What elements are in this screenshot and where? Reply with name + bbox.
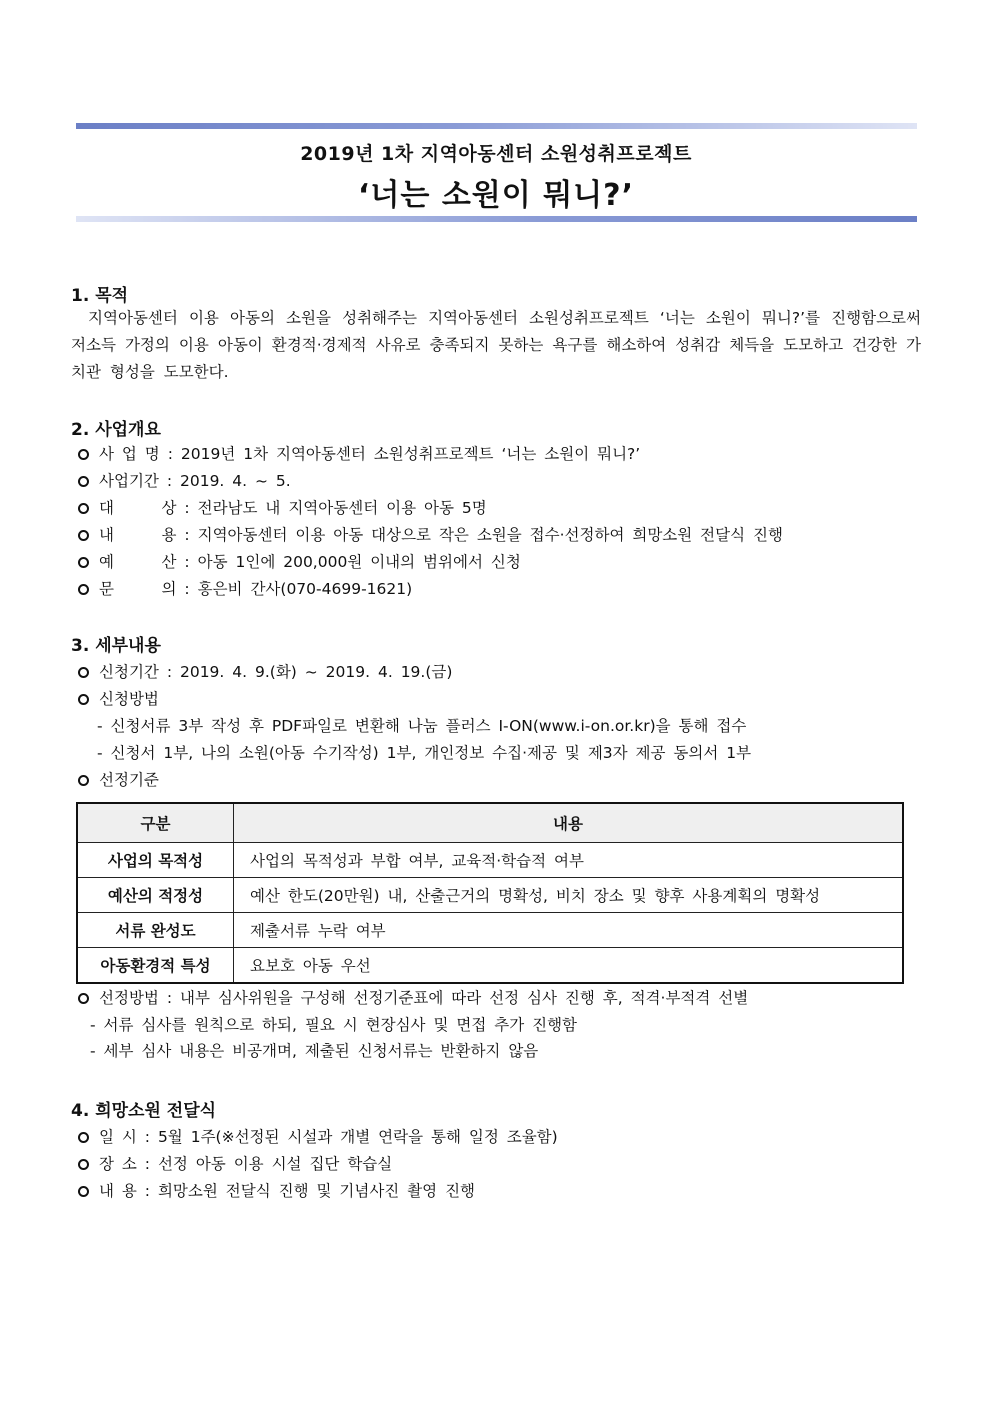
table-header-content: 내용: [234, 803, 904, 843]
ceremony-item: 장 소 : 선정 아동 이용 시설 집단 학습실: [78, 1154, 392, 1174]
table-cell-content: 요보호 아동 우선: [234, 948, 904, 984]
table-row: [77, 948, 903, 984]
ceremony-item: 내 용 : 희망소원 전달식 진행 및 기념사진 촬영 진행: [78, 1181, 475, 1201]
table-row: [77, 843, 903, 878]
overview-item: 문 의 : 홍은비 간사(070-4699-1621): [78, 579, 412, 599]
circle-bullet-icon: [78, 503, 89, 514]
table-row: [77, 913, 903, 948]
overview-item: 내 용 : 지역아동센터 이용 아동 대상으로 작은 소원을 접수·선정하여 희망소원 전달식 진행: [78, 525, 783, 545]
application-method-label: 신청방법: [78, 689, 159, 709]
overview-item: 사업기간 : 2019. 4. ~ 5.: [78, 471, 291, 491]
table-header-row: [77, 803, 903, 843]
section-1-heading: 1. 목적: [71, 286, 129, 306]
overview-item: 예 산 : 아동 1인에 200,000원 이내의 범위에서 신청: [78, 552, 521, 572]
circle-bullet-icon: [78, 1159, 89, 1170]
header-top-bar: [76, 123, 917, 129]
table-cell-category: 서류 완성도: [77, 913, 234, 948]
table-cell-content: 예산 한도(20만원) 내, 산출근거의 명확성, 비치 장소 및 향후 사용계획의 명확성: [234, 878, 904, 913]
circle-bullet-icon: [78, 476, 89, 487]
circle-bullet-icon: [78, 557, 89, 568]
method-item: - 신청서 1부, 나의 소원(아동 수기작성) 1부, 개인정보 수집·제공 및 제3자 제공 동의서 1부: [97, 744, 752, 762]
circle-bullet-icon: [78, 694, 89, 705]
circle-bullet-icon: [78, 993, 89, 1004]
circle-bullet-icon: [78, 1132, 89, 1143]
header-bottom-bar: [76, 216, 917, 222]
section-1-body: 지역아동센터 이용 아동의 소원을 성취해주는 지역아동센터 소원성취프로젝트 ‘너는 소원이 뭐니?’를 진행함으로써 저소득 가정의 이용 아동이 환경적·경제적 사유로 충족되지 못하는 욕구를 해소하여 성취감 체득을 도모하고 건강한 가치관 형성을 도모한다.: [71, 309, 921, 381]
circle-bullet-icon: [78, 1186, 89, 1197]
circle-bullet-icon: [78, 530, 89, 541]
table-cell-category: 사업의 목적성: [77, 843, 234, 878]
table-row: [77, 878, 903, 913]
section-4-heading: 4. 희망소원 전달식: [71, 1101, 217, 1121]
section-2-heading: 2. 사업개요: [71, 420, 161, 440]
table-header-category: 구분: [77, 803, 234, 843]
section-3-heading: 3. 세부내용: [71, 636, 161, 656]
overview-item: 대 상 : 전라남도 내 지역아동센터 이용 아동 5명: [78, 498, 487, 518]
document-title: ‘너는 소원이 뭐니?’: [358, 178, 634, 213]
overview-item: 사 업 명 : 2019년 1차 지역아동센터 소원성취프로젝트 ‘너는 소원이 뭐니?’: [78, 444, 640, 464]
document-subtitle: 2019년 1차 지역아동센터 소원성취프로젝트: [300, 143, 692, 165]
circle-bullet-icon: [78, 449, 89, 460]
selection-item: - 서류 심사를 원칙으로 하되, 필요 시 현장심사 및 면접 추가 진행함: [90, 1016, 578, 1034]
table-cell-category: 아동환경적 특성: [77, 948, 234, 984]
circle-bullet-icon: [78, 584, 89, 595]
table-cell-content: 사업의 목적성과 부합 여부, 교육적·학습적 여부: [234, 843, 904, 878]
selection-item: - 세부 심사 내용은 비공개며, 제출된 신청서류는 반환하지 않음: [90, 1042, 539, 1060]
application-period: 신청기간 : 2019. 4. 9.(화) ~ 2019. 4. 19.(금): [78, 662, 452, 682]
criteria-table: [76, 802, 904, 984]
circle-bullet-icon: [78, 667, 89, 678]
circle-bullet-icon: [78, 775, 89, 786]
table-cell-content: 제출서류 누락 여부: [234, 913, 904, 948]
table-cell-category: 예산의 적정성: [77, 878, 234, 913]
ceremony-item: 일 시 : 5월 1주(※선정된 시설과 개별 연락을 통해 일정 조율함): [78, 1127, 558, 1147]
criteria-label: 선정기준: [78, 770, 159, 790]
method-item: - 신청서류 3부 작성 후 PDF파일로 변환해 나눔 플러스 I-ON(www.i-on.or.kr)을 통해 접수: [97, 717, 747, 735]
selection-method: 선정방법 : 내부 심사위원을 구성해 선정기준표에 따라 선정 심사 진행 후, 적격·부적격 선별: [78, 988, 748, 1008]
